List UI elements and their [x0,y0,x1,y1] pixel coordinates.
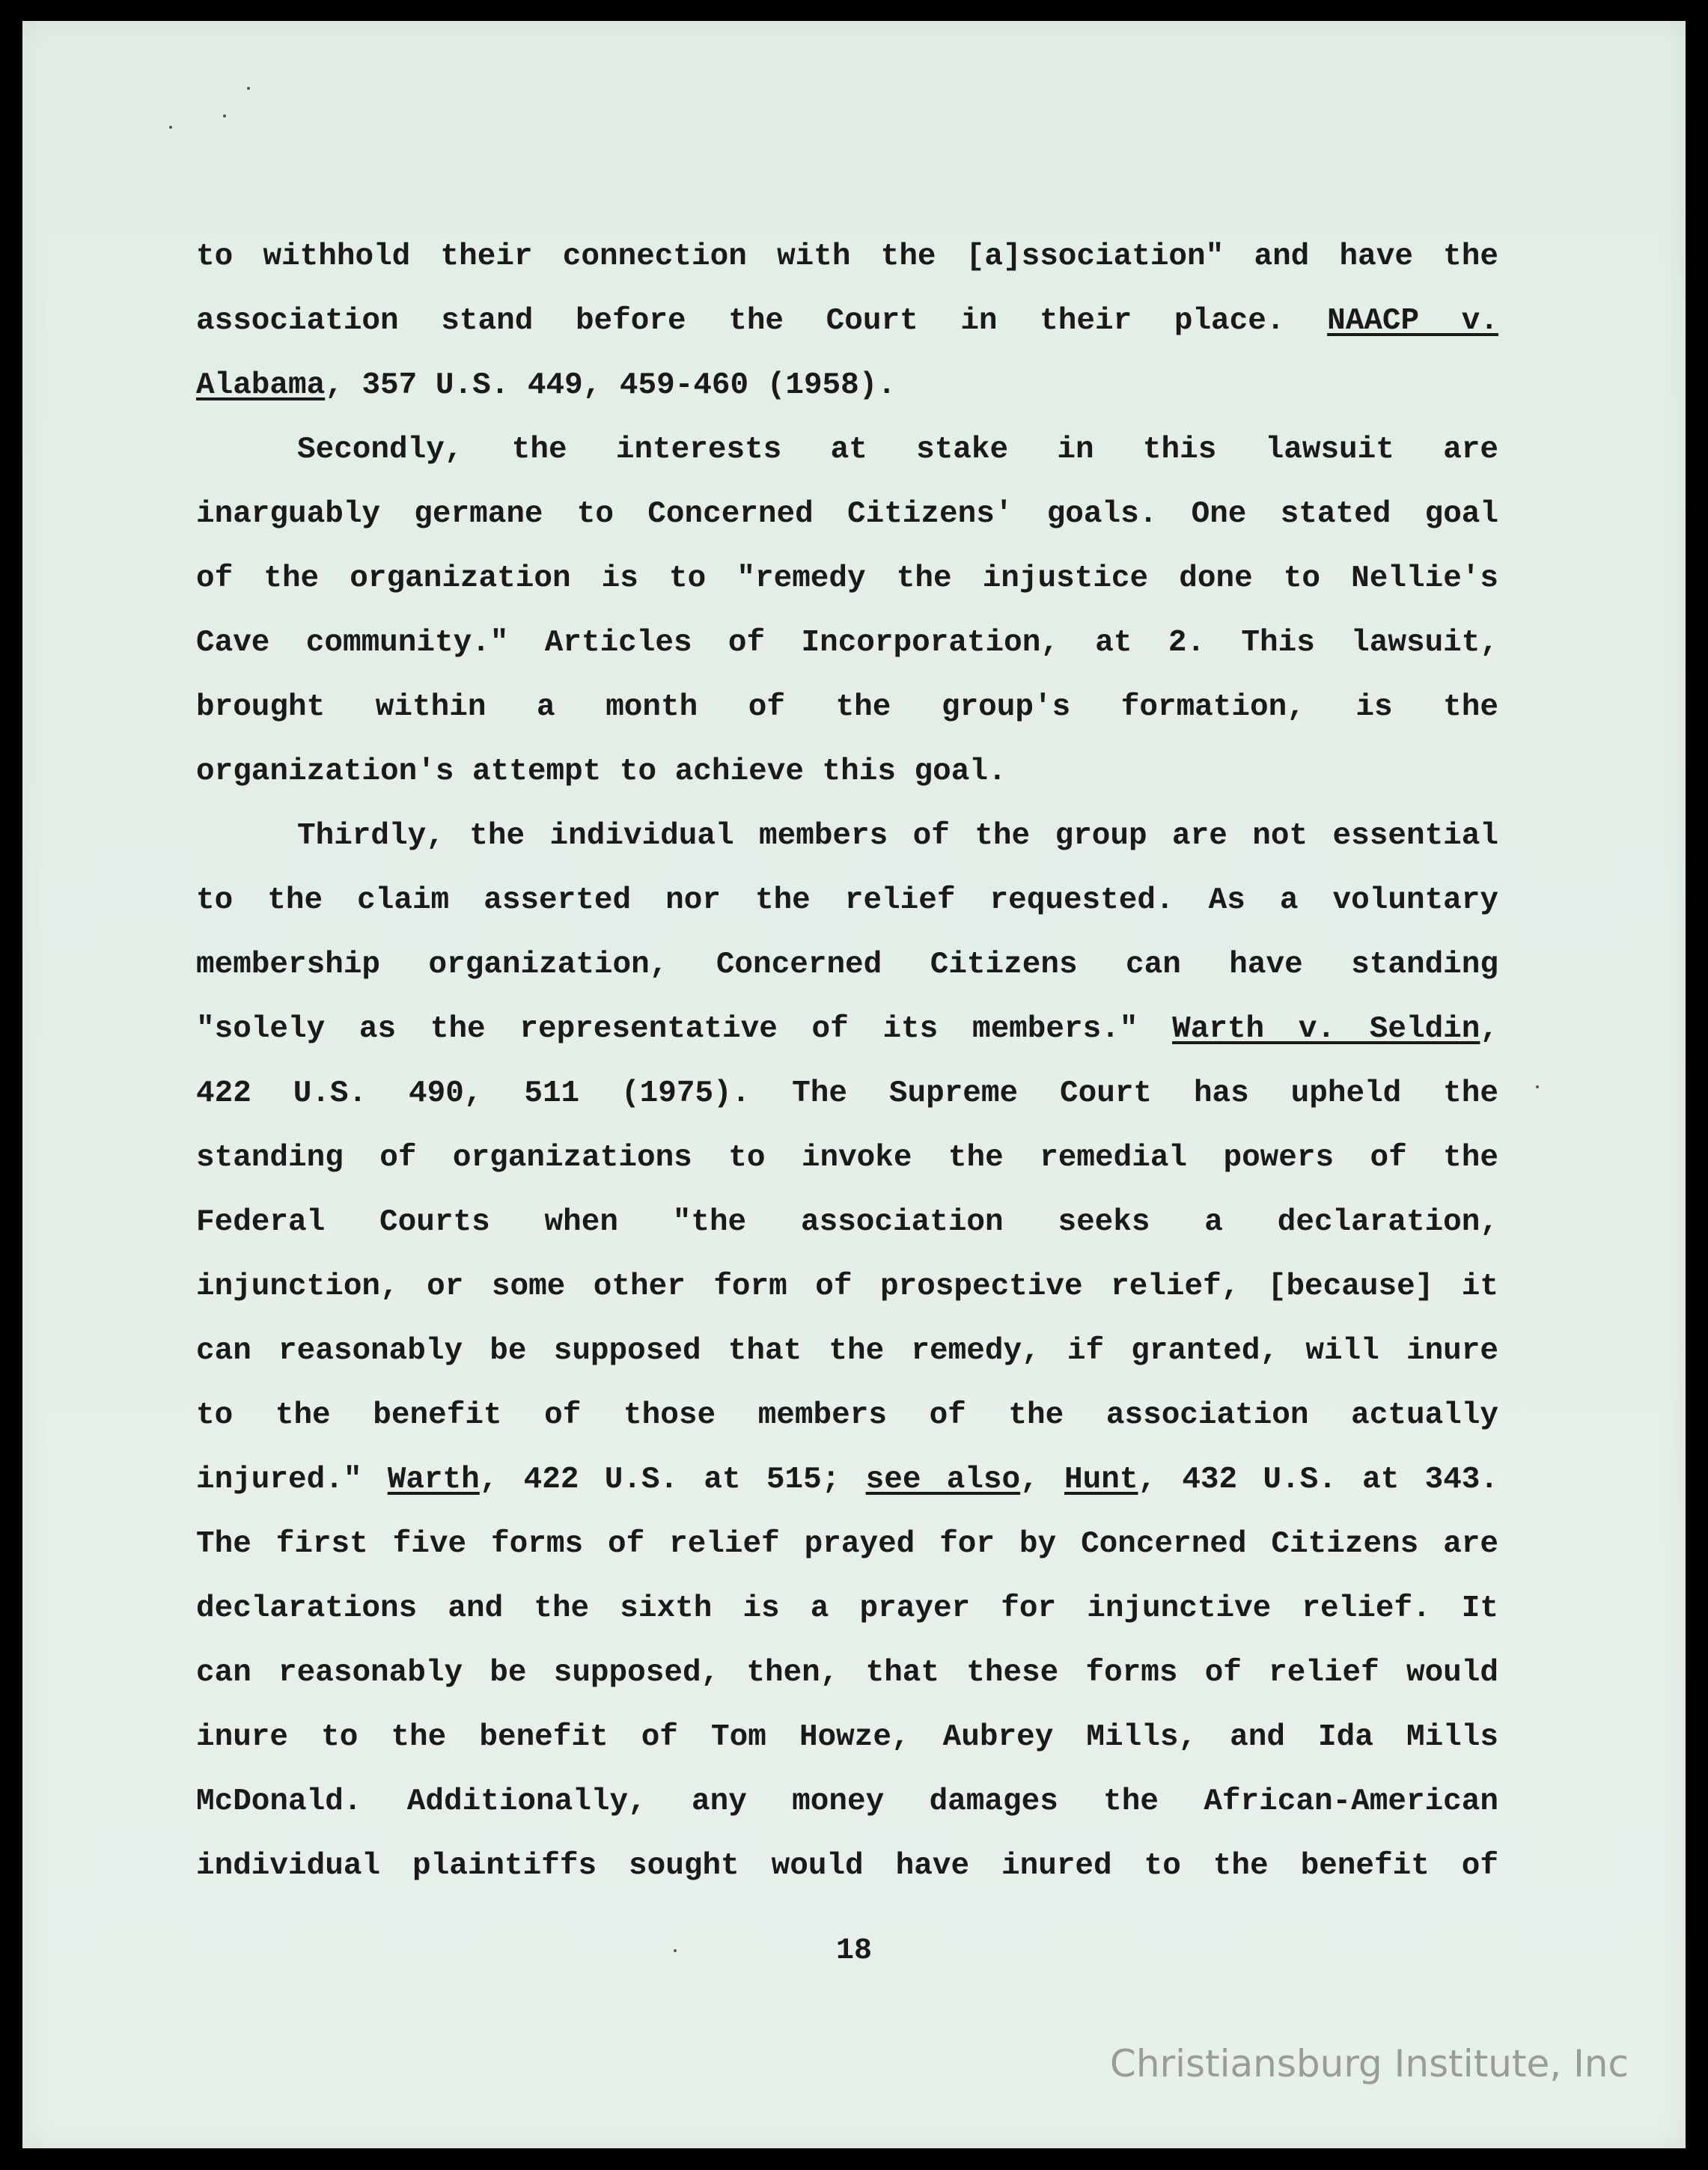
text-line: individual plaintiffs sought would have inured to the benefit of [196,1849,1498,1883]
text-line: association stand before the Court in their place. NAACP v. [196,304,1498,338]
paper-speck [169,126,172,129]
text-line: brought within a month of the group's formation, is the [196,690,1498,725]
paper-speck [223,115,226,118]
text-line: Secondly, the interests at stake in this lawsuit are [297,433,1498,467]
text-line: "solely as the representative of its members." Warth v. Seldin, [196,1012,1498,1046]
text-line: to the benefit of those members of the association actually [196,1398,1498,1433]
body-text [196,225,1498,1898]
text-line: injunction, or some other form of prospective relief, [because] it [196,1270,1498,1304]
text-line: to withhold their connection with the [a]ssociation" and have the [196,240,1498,274]
text-line: The first five forms of relief prayed for by Concerned Citizens are [196,1527,1498,1561]
paper-speck [247,87,250,90]
citation-alabama: Alabama [196,368,326,403]
paper-speck [1536,1085,1539,1088]
text-line: standing of organizations to invoke the remedial powers of the [196,1141,1498,1175]
citation-warth-v-seldin: Warth v. Seldin [1172,1012,1480,1046]
citation-hunt: Hunt [1064,1463,1138,1497]
text-line: organization's attempt to achieve this goal. [196,755,1007,789]
text-line: to the claim asserted nor the relief requested. As a voluntary [196,883,1498,918]
text-line: membership organization, Concerned Citizens can have standing [196,948,1498,982]
citation-see-also: see also [865,1463,1021,1497]
citation-warth: Warth [387,1463,480,1497]
text-line: 422 U.S. 490, 511 (1975). The Supreme Court has upheld the [196,1076,1498,1111]
text-line: can reasonably be supposed that the remedy, if granted, will inure [196,1334,1498,1368]
text-line: of the organization is to "remedy the injustice done to Nellie's [196,561,1498,596]
watermark: Christiansburg Institute, Inc [1109,2042,1629,2085]
text-line: injured." Warth, 422 U.S. at 515; see also, Hunt, 432 U.S. at 343. [196,1463,1498,1497]
citation-naacp: NAACP v. [1327,304,1498,338]
text-line: Cave community." Articles of Incorporation, at 2. This lawsuit, [196,626,1498,660]
text-line: McDonald. Additionally, any money damages the African-American [196,1785,1498,1819]
page-number: 18 [835,1934,872,1968]
text-line: Thirdly, the individual members of the group are not essential [297,819,1498,853]
text-line: inure to the benefit of Tom Howze, Aubrey Mills, and Ida Mills [196,1720,1498,1755]
text-line: Alabama, 357 U.S. 449, 459-460 (1958). [196,368,896,403]
text-line: inarguably germane to Concerned Citizens' goals. One stated goal [196,497,1498,531]
text-line: Federal Courts when "the association seeks a declaration, [196,1205,1498,1240]
text-line: declarations and the sixth is a prayer for injunctive relief. It [196,1591,1498,1626]
text-line: can reasonably be supposed, then, that these forms of relief would [196,1656,1498,1690]
